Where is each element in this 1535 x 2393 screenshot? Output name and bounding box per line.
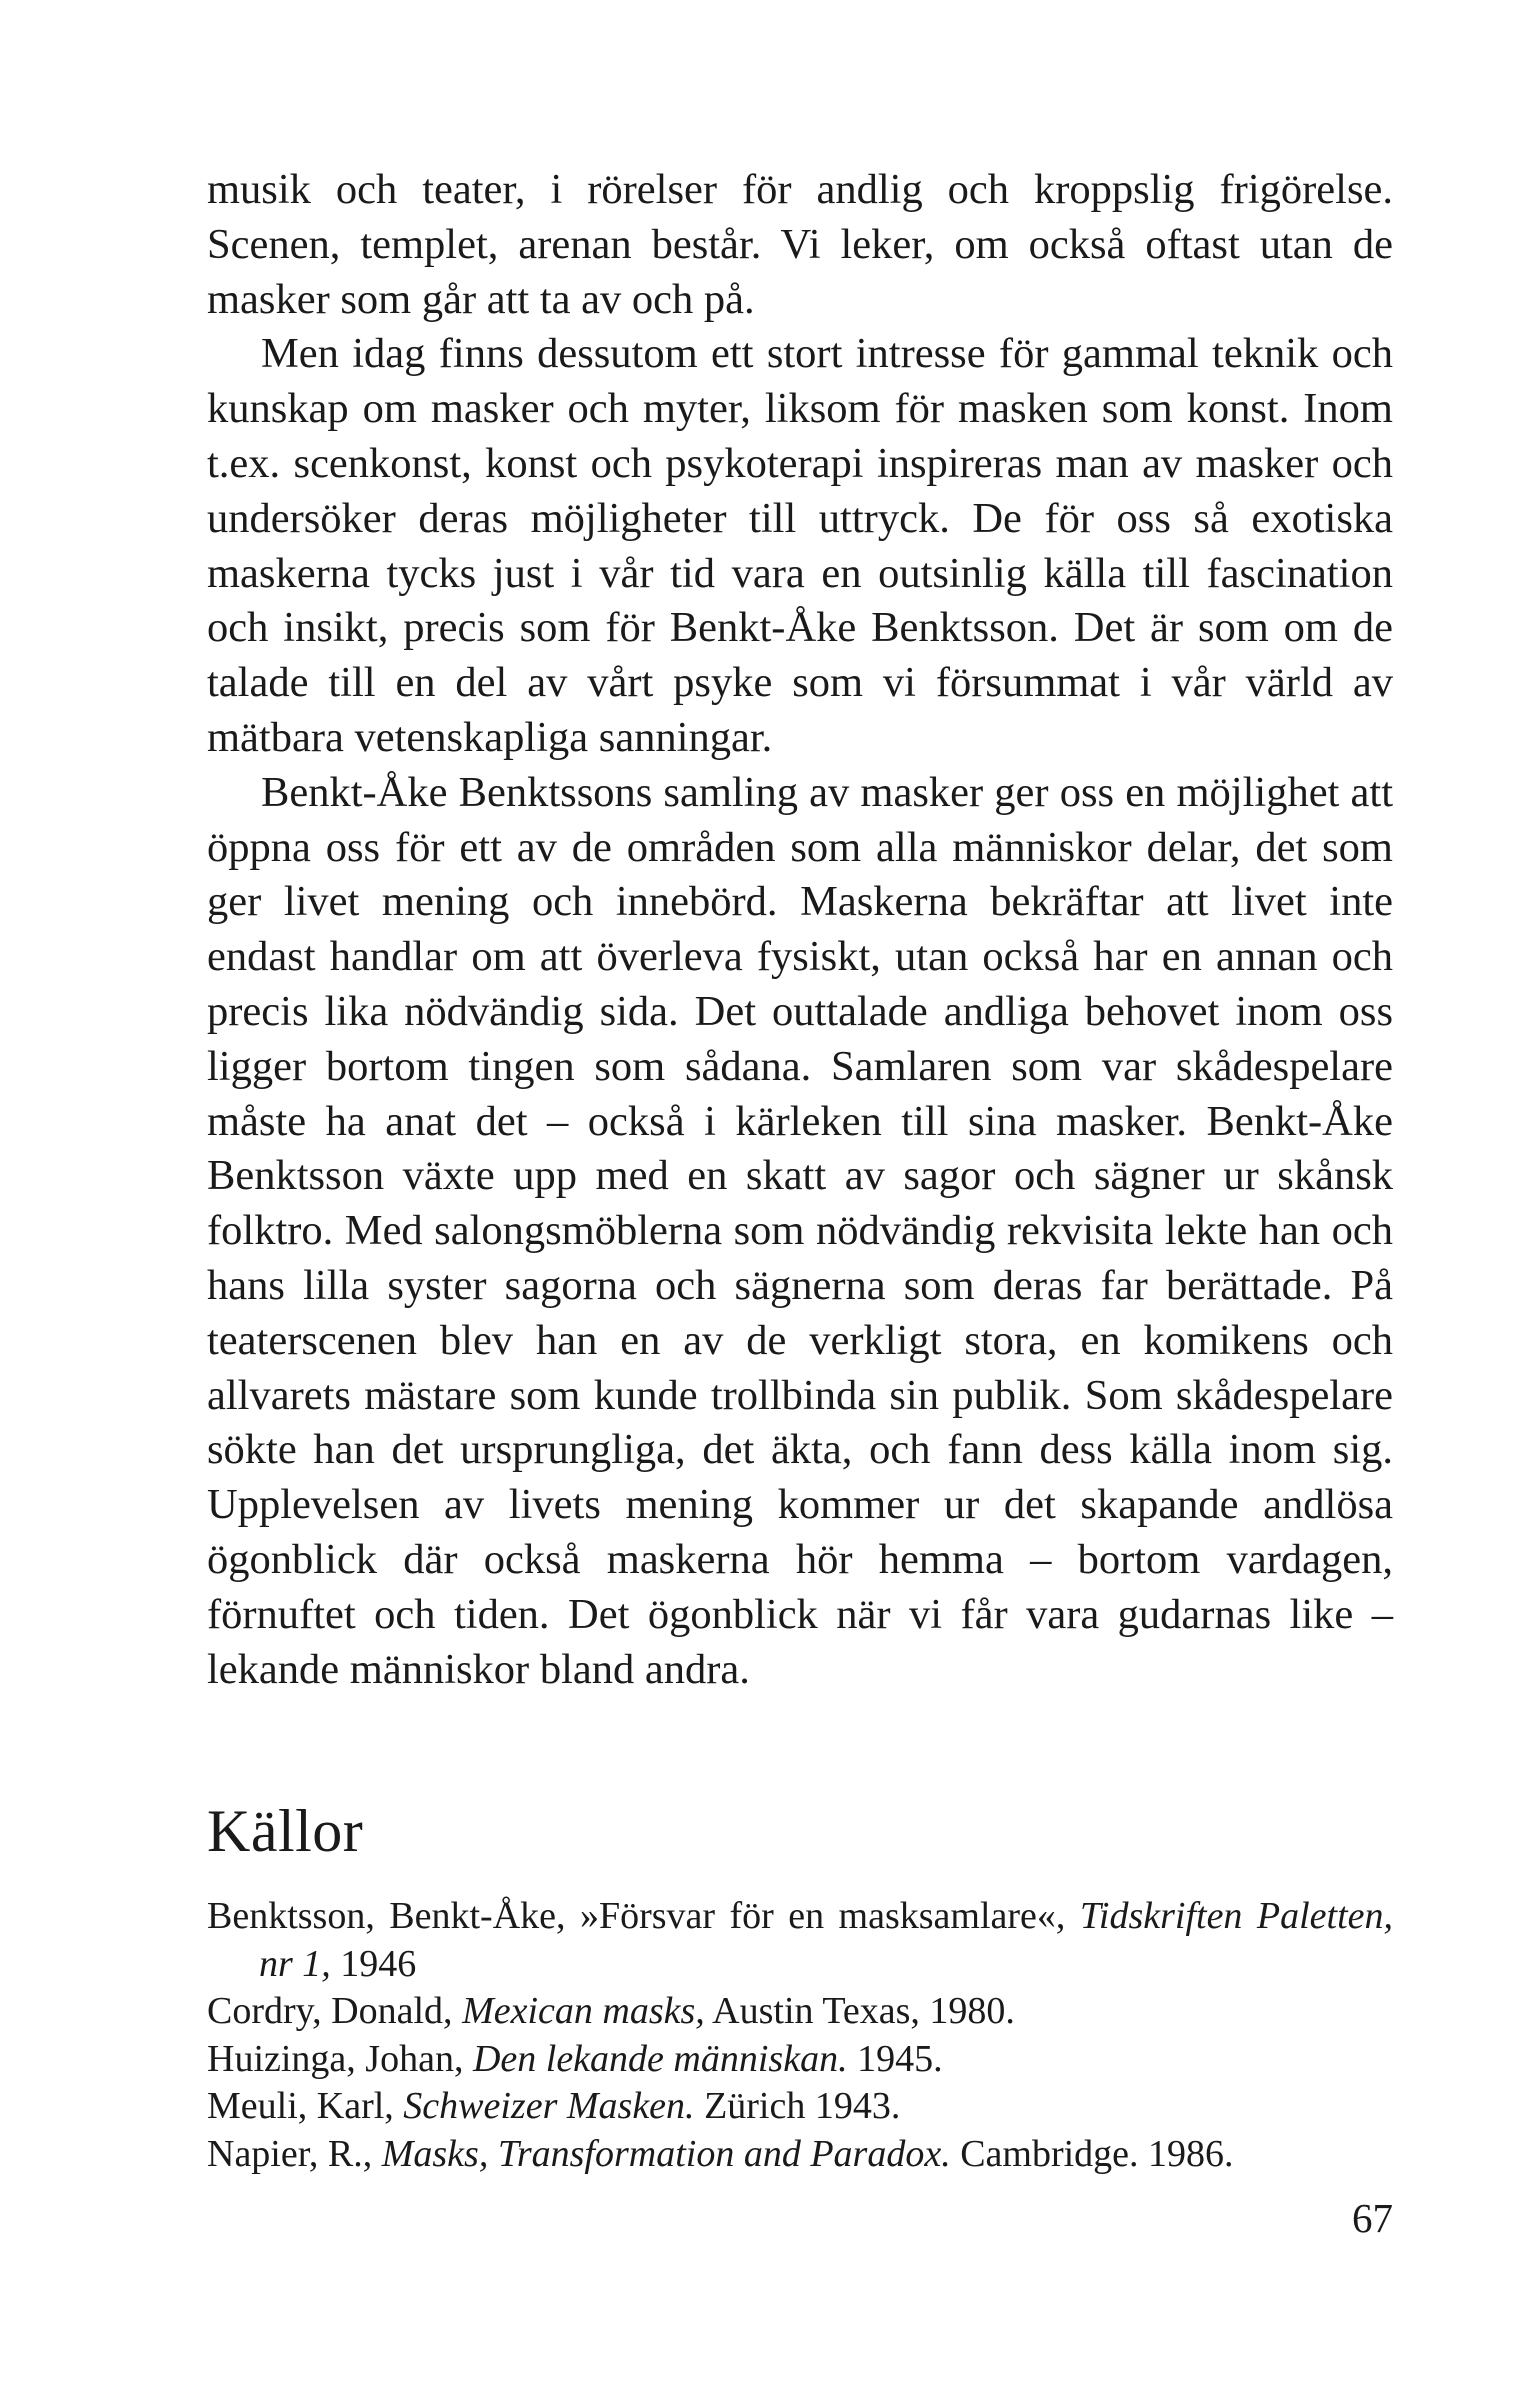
source-title: Schweizer Masken.	[403, 2085, 695, 2127]
source-details: Cambridge. 1986.	[950, 2132, 1234, 2175]
source-details: 1945.	[847, 2037, 943, 2080]
source-title: Mexican masks,	[462, 1990, 705, 2032]
source-entry	[207, 2131, 1393, 2179]
paragraph-1: musik och teater, i rörelser för andlig och kroppslig frigörelse. Scenen, templet, arenan består. Vi leker, om också oftast utan de masker som går att ta av och på.	[207, 166, 1393, 323]
source-details: 1946	[330, 1942, 417, 1985]
body-text	[207, 163, 1393, 1697]
source-author: Benktsson, Benkt-Åke, »Försvar för en masksamlare«,	[207, 1895, 1080, 1937]
source-title: Tidskriften Paletten, nr 1,	[259, 1895, 1393, 1985]
page-number: 67	[1352, 2195, 1393, 2241]
source-author: Huizinga, Johan,	[207, 2037, 473, 2080]
source-details: Austin Texas, 1980.	[704, 1990, 1015, 2032]
source-entry	[207, 1988, 1393, 2036]
source-title: Masks, Transformation and Paradox.	[381, 2132, 951, 2175]
paragraph-3: Benkt-Åke Benktssons samling av masker ger oss en möjlighet att öppna oss för ett av de områden som alla människor delar, det som ger livet mening och innebörd. Maskerna bekräftar att livet inte endast handlar om att överleva fysiskt, utan också har en annan och precis lika nödvändig sida. Det outtalade andliga behovet inom oss ligger bortom tingen som sådana. Samlaren som var skådespelare måste ha anat det – också i kärleken till sina masker. Benkt-Åke Benktsson växte upp med en skatt av sagor och sägner ur skånsk folktro. Med salongsmöblerna som nödvändig rekvisita lekte han och hans lilla syster sagorna och sägnerna som deras far berättade. På teaterscenen blev han en av de verkligt stora, en komikens och allvarets mästare som kunde trollbinda sin publik. Som skådespelare sökte han det ursprungliga, det äkta, och fann dess källa inom sig. Upplevelsen av livets mening kommer ur det skapande andlösa ögonblick där också maskerna hör hemma – bortom vardagen, förnuftet och tiden. Det ögonblick när vi får vara gudarnas like – lekande människor bland andra.	[207, 768, 1393, 1693]
sources-heading: Källor	[207, 1798, 364, 1864]
source-entry	[207, 1893, 1393, 1988]
paragraph-2: Men idag finns dessutom ett stort intresse för gammal teknik och kunskap om masker och myter, liksom för masken som konst. Inom t.ex. scenkonst, konst och psykoterapi inspireras man av masker och undersöker deras möjligheter till uttryck. De för oss så exotiska maskerna tycks just i vår tid vara en outsinlig källa till fascination och insikt, precis som för Benkt-Åke Benktsson. Det är som om de talade till en del av vårt psyke som vi försummat i vår värld av mätbara vetenskapliga sanningar.	[207, 330, 1393, 761]
source-entry	[207, 2083, 1393, 2131]
source-details: Zürich 1943.	[694, 2085, 901, 2127]
source-author: Meuli, Karl,	[207, 2085, 404, 2127]
source-entry	[207, 2036, 1393, 2084]
sources-list	[207, 1893, 1393, 2178]
source-author: Cordry, Donald,	[207, 1990, 463, 2032]
source-title: Den lekande människan.	[472, 2037, 848, 2080]
source-author: Napier, R.,	[207, 2132, 382, 2175]
